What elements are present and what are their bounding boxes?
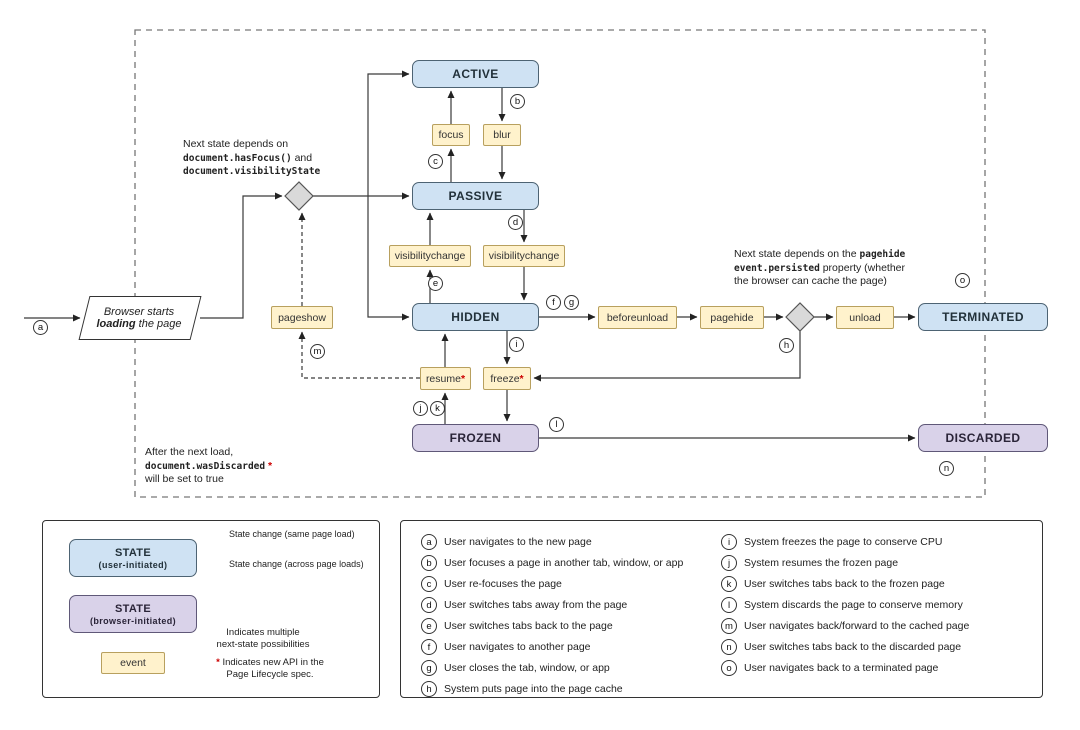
marker-o: o <box>955 273 970 288</box>
state-hidden-label: HIDDEN <box>451 310 500 324</box>
start-line2-bold: loading <box>96 318 136 330</box>
state-hidden <box>412 303 539 331</box>
state-active-label: ACTIVE <box>452 67 499 81</box>
key-marker-e: e <box>421 618 437 634</box>
key-item-a: a User navigates to the new page <box>421 535 683 549</box>
event-pagehide-label: pagehide <box>710 311 754 324</box>
key-marker-g: g <box>421 660 437 676</box>
annotation-was-discarded: After the next load, document.wasDiscarded * will be set to true <box>145 446 273 485</box>
state-passive-label: PASSIVE <box>448 189 503 203</box>
key-item-k: k User switches tabs back to the frozen page <box>721 577 969 591</box>
legend-state-user-sample: STATE (user-initiated) <box>69 539 197 577</box>
event-freeze-label: freeze <box>490 372 520 385</box>
event-pageshow <box>271 306 333 329</box>
key-marker-h: h <box>421 681 437 697</box>
key-marker-k: k <box>721 576 737 592</box>
event-focus <box>432 124 470 146</box>
annotation-next-state-load: Next state depends on document.hasFocus() and document.visibilityState <box>183 138 321 177</box>
marker-b: b <box>510 94 525 109</box>
event-unload-label: unload <box>849 311 881 324</box>
key-item-d: d User switches tabs away from the page <box>421 598 683 612</box>
key-item-j: j System resumes the frozen page <box>721 556 969 570</box>
edge-start-to-decision <box>200 196 282 318</box>
decision-diamond-pagehide <box>786 303 814 331</box>
legend-state-browser-sample: STATE (browser-initiated) <box>69 595 197 633</box>
event-focus-label: focus <box>438 129 464 141</box>
annotation-next-state-pagehide: Next state depends on the pagehide event.persisted property (whether the browser can cache the page) <box>734 248 906 287</box>
key-marker-f: f <box>421 639 437 655</box>
event-visibilitychange-left-label: visibilitychange <box>394 250 466 262</box>
key-item-g: g User closes the tab, window, or app <box>421 661 683 675</box>
legend-panel <box>42 520 380 698</box>
decision-diamond-load <box>285 182 313 210</box>
event-unload <box>836 306 894 329</box>
key-item-h: h System puts page into the page cache <box>421 682 683 696</box>
event-visibilitychange-right-label: visibilitychange <box>488 250 560 262</box>
key-item-n: n User switches tabs back to the discarded page <box>721 640 969 654</box>
key-marker-i: i <box>721 534 737 550</box>
event-blur <box>483 124 521 146</box>
start-line2-rest: the page <box>135 318 182 330</box>
legend-asterisk-note: * Indicates new API in the Page Lifecycle spec. <box>216 657 324 680</box>
key-marker-a: a <box>421 534 437 550</box>
key-marker-c: c <box>421 576 437 592</box>
event-blur-label: blur <box>493 129 511 141</box>
start-label <box>78 296 200 340</box>
marker-g: g <box>564 295 579 310</box>
legend-solid-arrow-label: State change (same page load) <box>229 529 355 539</box>
marker-m: m <box>310 344 325 359</box>
key-marker-o: o <box>721 660 737 676</box>
marker-l: l <box>549 417 564 432</box>
legend-event-sample: event <box>101 652 165 674</box>
event-beforeunload <box>598 306 677 329</box>
state-terminated <box>918 303 1048 331</box>
marker-h: h <box>779 338 794 353</box>
key-item-i: i System freezes the page to conserve CPU <box>721 535 969 549</box>
key-marker-l: l <box>721 597 737 613</box>
edge-decision-to-freeze-pagecache <box>534 331 800 378</box>
key-item-f: f User navigates to another page <box>421 640 683 654</box>
key-marker-n: n <box>721 639 737 655</box>
legend-diamond-note: Indicates multiple next-state possibilities <box>216 627 310 650</box>
marker-d: d <box>508 215 523 230</box>
marker-n: n <box>939 461 954 476</box>
state-frozen <box>412 424 539 452</box>
marker-j: j <box>413 401 428 416</box>
marker-e: e <box>428 276 443 291</box>
legend-dashed-arrow-label: State change (across page loads) <box>229 559 364 569</box>
start-line1: Browser starts <box>103 306 175 318</box>
marker-a: a <box>33 320 48 335</box>
state-discarded-label: DISCARDED <box>945 431 1021 445</box>
key-marker-m: m <box>721 618 737 634</box>
key-marker-j: j <box>721 555 737 571</box>
marker-f: f <box>546 295 561 310</box>
state-active <box>412 60 539 88</box>
key-item-b: b User focuses a page in another tab, window, or app <box>421 556 683 570</box>
event-visibilitychange-left <box>389 245 471 267</box>
key-marker-d: d <box>421 597 437 613</box>
state-terminated-label: TERMINATED <box>942 310 1024 324</box>
marker-i: i <box>509 337 524 352</box>
marker-k: k <box>430 401 445 416</box>
resume-new-api-asterisk: * <box>460 372 466 385</box>
event-resume <box>420 367 471 390</box>
key-panel <box>400 520 1043 698</box>
key-item-c: c User re-focuses the page <box>421 577 683 591</box>
state-passive <box>412 182 539 210</box>
event-pageshow-label: pageshow <box>278 311 326 324</box>
state-discarded <box>918 424 1048 452</box>
key-item-e: e User switches tabs back to the page <box>421 619 683 633</box>
key-column-1 <box>421 535 683 696</box>
event-beforeunload-label: beforeunload <box>606 311 669 324</box>
marker-c: c <box>428 154 443 169</box>
edge-decision-to-active <box>368 74 409 196</box>
key-column-2 <box>721 535 969 675</box>
event-visibilitychange-right <box>483 245 565 267</box>
state-frozen-label: FROZEN <box>449 431 502 445</box>
event-freeze <box>483 367 531 390</box>
freeze-new-api-asterisk: * <box>519 372 524 385</box>
event-resume-label: resume <box>425 372 461 385</box>
key-item-m: m User navigates back/forward to the cached page <box>721 619 969 633</box>
key-marker-b: b <box>421 555 437 571</box>
key-item-l: l System discards the page to conserve memory <box>721 598 969 612</box>
event-pagehide <box>700 306 764 329</box>
key-item-o: o User navigates back to a terminated page <box>721 661 969 675</box>
